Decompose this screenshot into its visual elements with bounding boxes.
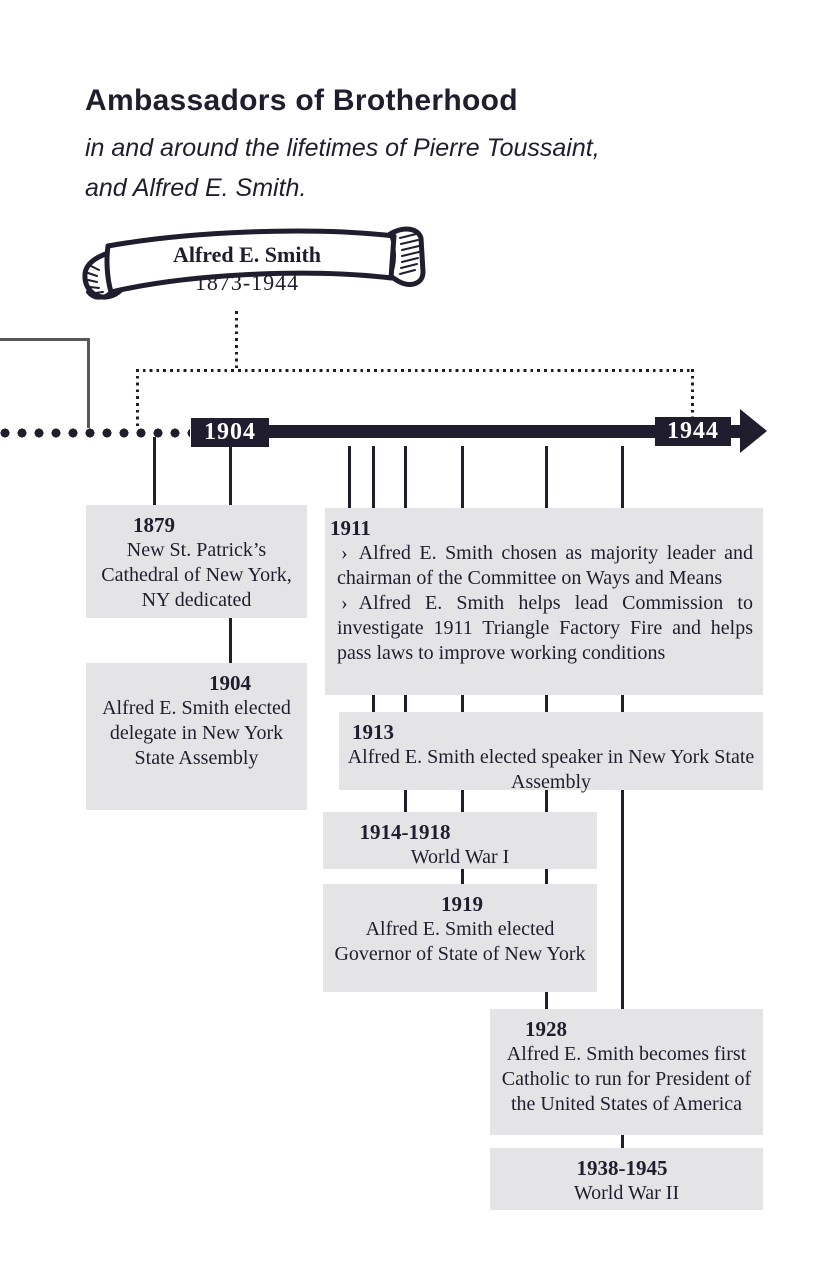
connector-1879 [153,437,156,505]
event-box-1904 [86,663,307,810]
event-year: 1914-1918 [359,820,451,844]
pre-1904-dotted-timeline [0,428,190,438]
event-year: 1911 [330,516,371,540]
event-bullet-item [337,541,753,591]
event-text: New St. Patrick’s Cathedral of New York, NY dedicated [101,539,292,611]
event-text: World War I [410,846,510,868]
event-box-1914-1918 [323,812,597,869]
event-box-1928 [490,1009,763,1135]
event-box-1879 [86,505,307,618]
page-title: Ambassadors of Brotherhood [85,84,518,117]
event-box-1938-1945 [490,1148,763,1210]
event-text: Alfred E. Smith elected speaker in New York State Assembly [347,746,755,793]
event-year: 1913 [352,720,394,744]
event-text: Alfred E. Smith elected Governor of State of New York [334,918,586,965]
event-box-1913 [339,712,763,793]
lifespan-dotted-death-drop [691,369,694,418]
scroll-banner [76,214,438,316]
event-box-1911 [325,508,763,695]
timeline-arrow-icon [740,409,767,453]
subtitle-line-1: in and around the lifetimes of Pierre Toussaint, [85,134,600,162]
event-text: Alfred E. Smith chosen as majority leader and chairman of the Committee on Ways and Means [337,542,753,589]
page-subtitle [85,128,600,208]
banner-name: Alfred E. Smith [172,242,322,267]
connector-1911 [348,446,351,508]
offscreen-connector-horizontal [0,338,90,341]
lifespan-dotted-stem [235,311,238,370]
timeline-end-label: 1944 [655,417,731,446]
event-text: World War II [573,1182,680,1204]
event-year: 1938-1945 [576,1156,668,1180]
event-box-1919 [323,884,597,992]
banner-lifespan: 1873-1944 [194,270,300,295]
offscreen-connector-vertical [87,338,90,428]
event-bullet-item [337,591,753,666]
event-text: Alfred E. Smith elected delegate in New York State Assembly [102,697,291,769]
event-year: 1928 [525,1017,567,1041]
lifespan-dotted-birth-drop [136,369,139,429]
subtitle-line-2: and Alfred E. Smith. [85,174,307,202]
bullet-icon: › [341,542,348,564]
event-year: 1879 [133,513,175,537]
event-year: 1919 [441,892,483,916]
lifespan-dotted-span [136,369,694,372]
bullet-icon: › [341,592,348,614]
timeline-start-label: 1904 [191,418,269,447]
event-year: 1904 [209,671,251,695]
event-text: Alfred E. Smith becomes first Catholic to run for President of the United States of America [501,1043,752,1115]
event-text: Alfred E. Smith helps lead Commission to investigate 1911 Triangle Factory Fire and helps pass laws to improve working conditions [337,592,753,664]
